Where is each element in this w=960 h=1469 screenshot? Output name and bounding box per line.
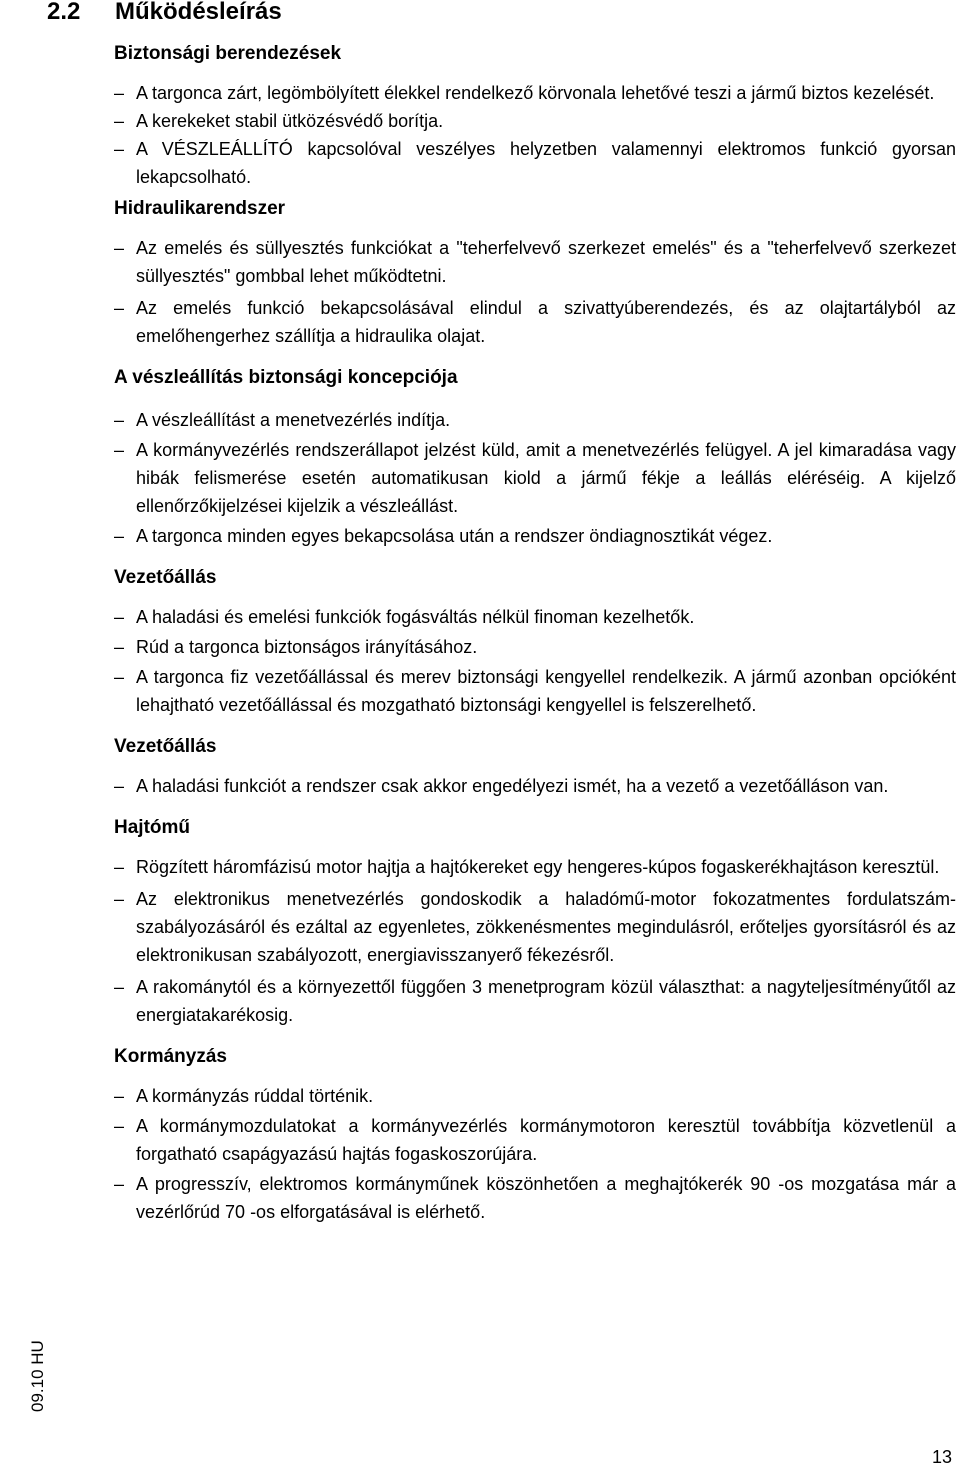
dash-bullet: – [114, 1086, 125, 1106]
list-item: – A targonca minden egyes bekapcsolása után a rendszer öndiagnosztikát végez. [114, 522, 956, 550]
subsection-emergency-stop [114, 364, 956, 550]
subsection-heading: Kormányzás [114, 1046, 227, 1067]
list-item: – A kormányvezérlés rendszerállapot jelzést küld, amit a menetvezérlés felügyel. A jel kimaradása vagy hibák felismerése esetén automatikusan kiold a jármű fékje a leállás eléréséig. A kijelző ellenőrzőkijelzései kijelzik a vészleállást. [114, 436, 956, 520]
bullet-list [114, 603, 956, 719]
dash-bullet: – [114, 526, 125, 546]
bullet-list [114, 772, 956, 800]
dash-bullet: – [114, 440, 125, 460]
dash-bullet: – [114, 1174, 125, 1194]
dash-bullet: – [114, 298, 125, 318]
bullet-list [114, 406, 956, 550]
bullet-list [114, 853, 956, 1029]
list-item: – A haladási funkciót a rendszer csak akkor engedélyezi ismét, ha a vezető a vezetőálláson van. [114, 772, 956, 800]
dash-bullet: – [114, 667, 125, 687]
list-item: – A progresszív, elektromos kormányműnek köszönhetően a meghajtókerék 90 -os mozgatása már a vezérlőrúd 70 -os elforgatásával is elérhető. [114, 1170, 956, 1226]
dash-bullet: – [114, 977, 125, 997]
list-item: – A vészleállítást a menetvezérlés indítja. [114, 406, 956, 434]
section-title [47, 0, 282, 27]
subsection-heading: Vezetőállás [114, 567, 217, 588]
bullet-list [114, 79, 956, 191]
dash-bullet: – [114, 776, 125, 796]
page-number: 13 [931, 1447, 952, 1467]
subsection-safety-equipment [114, 40, 956, 191]
subsection-drive-unit [114, 814, 956, 1029]
dash-bullet: – [114, 637, 125, 657]
list-item: – A rakománytól és a környezettől függően 3 menetprogram közül választhat: a nagyteljesítményűtől az energiatakarékosig. [114, 973, 956, 1029]
dash-bullet: – [114, 83, 125, 103]
dash-bullet: – [114, 607, 125, 627]
subsection-driver-station-2 [114, 733, 956, 800]
document-date-code: 09.10 HU [28, 1340, 47, 1412]
section-number: 2.2 [47, 0, 81, 25]
dash-bullet: – [114, 238, 125, 258]
dash-bullet: – [114, 139, 125, 159]
subsection-hydraulics [114, 195, 956, 350]
list-item: – A haladási és emelési funkciók fogásváltás nélkül finoman kezelhetők. [114, 603, 956, 631]
list-item: – Az emelés és süllyesztés funkciókat a "teherfelvevő szerkezet emelés" és a "teherfelvevő szerkezet süllyesztés" gombbal lehet működtetni. [114, 234, 956, 290]
list-item: – A VÉSZLEÁLLÍTÓ kapcsolóval veszélyes helyzetben valamennyi elektromos funkció gyorsan lekapcsolható. [114, 135, 956, 191]
list-item: – Rúd a targonca biztonságos irányításához. [114, 633, 956, 661]
list-item: – A kerekeket stabil ütközésvédő borítja. [114, 107, 956, 135]
dash-bullet: – [114, 111, 125, 131]
list-item: – A kormányzás rúddal történik. [114, 1082, 956, 1110]
subsection-steering [114, 1043, 956, 1226]
subsection-heading: Hidraulikarendszer [114, 198, 286, 219]
list-item: – Rögzített háromfázisú motor hajtja a hajtókereket egy hengeres-kúpos fogaskerékhajtáson keresztül. [114, 853, 956, 881]
bullet-list [114, 234, 956, 350]
subsection-heading: A vészleállítás biztonsági koncepciója [114, 367, 458, 388]
dash-bullet: – [114, 857, 125, 877]
bullet-list [114, 1082, 956, 1226]
subsection-heading: Biztonsági berendezések [114, 43, 342, 64]
list-item: – Az elektronikus menetvezérlés gondoskodik a haladómű-motor fokozatmentes fordulatszám-szabályozásáról és ezáltal az egyenletes, zökkenésmentes megindulásról, erőteljes gyorsításról és az elektronikusan szabályozott, energiavisszanyerő fékezésről. [114, 885, 956, 969]
subsection-driver-station [114, 564, 956, 719]
subsection-heading: Vezetőállás [114, 736, 217, 757]
list-item: – A kormánymozdulatokat a kormányvezérlés kormánymotoron keresztül továbbítja közvetlenül a forgatható csapágyazású hajtás fogaskoszorújára. [114, 1112, 956, 1168]
list-item: – A targonca fiz vezetőállással és merev biztonsági kengyellel rendelkezik. A jármű azonban opcióként lehajtható vezetőállással és mozgatható biztonsági kengyellel is felszerelhető. [114, 663, 956, 719]
content [114, 40, 956, 1226]
list-item: – A targonca zárt, legömbölyített élekkel rendelkező körvonala lehetővé teszi a jármű biztos kezelését. [114, 79, 956, 107]
dash-bullet: – [114, 410, 125, 430]
dash-bullet: – [114, 1116, 125, 1136]
dash-bullet: – [114, 889, 125, 909]
section-title-text: Működésleírás [115, 0, 282, 25]
subsection-heading: Hajtómű [114, 817, 190, 838]
list-item: – Az emelés funkció bekapcsolásával elindul a szivattyúberendezés, és az olajtartályból az emelőhengerhez szállítja a hidraulika olajat. [114, 294, 956, 350]
